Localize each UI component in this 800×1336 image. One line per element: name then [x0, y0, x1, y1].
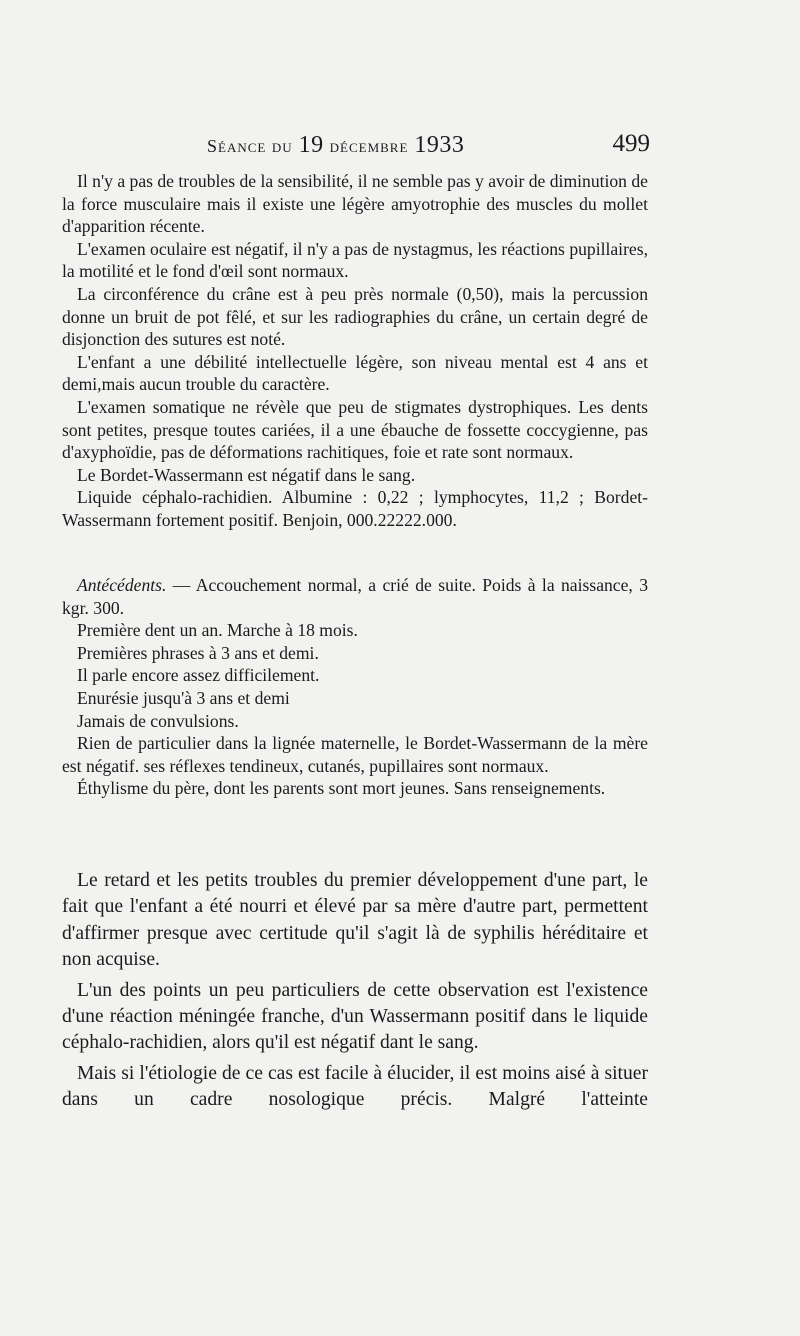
header-title: [207, 132, 464, 159]
discussion-paragraph: Mais si l'étiologie de ce cas est facile à élucider, il est moins aisé à situer dans un cadre nosologique précis. Malgré l'atteinte: [62, 1062, 648, 1111]
antecedents-paragraph: [62, 574, 648, 619]
discussion-paragraph: L'un des points un peu particuliers de cette observation est l'existence d'une réaction méningée franche, d'un Wassermann positif dans le liquide céphalo-rachidien, alors qu'il est négatif dant le sang.: [62, 979, 648, 1054]
observation-paragraph: L'examen somatique ne révèle que peu de stigmates dystrophiques. Les dents sont petites, presque toutes cariées, il a une ébauche de fossette coccygienne, pas d'axyphoïdie, pas de déformations rachitiques, foie et rate sont normaux.: [62, 396, 648, 463]
header-year: 1933: [414, 132, 465, 158]
observation-paragraph: Le Bordet-Wassermann est négatif dans le sang.: [77, 464, 416, 485]
discussion-section: [62, 868, 648, 1114]
antecedents-paragraph: Enurésie jusqu'à 3 ans et demi: [77, 687, 290, 708]
antecedents-paragraph: Il parle encore assez difficilement.: [77, 665, 320, 686]
antecedents-label: Antécédents.: [77, 575, 167, 595]
observation-paragraph: L'examen oculaire est négatif, il n'y a pas de nystagmus, les réactions pupillaires, la motilité et le fond d'œil sont normaux.: [62, 238, 648, 282]
antecedents-paragraph: Rien de particulier dans la lignée maternelle, le Bordet-Wassermann de la mère est négatif. ses réflexes tendineux, cutanés, pupillaires sont normaux.: [62, 733, 648, 776]
page-number: 499: [612, 130, 650, 157]
observation-paragraph: L'enfant a une débilité intellectuelle légère, son niveau mental est 4 ans et demi,mais aucun trouble du caractère.: [62, 351, 648, 395]
antecedents-text: — Accouchement normal, a crié de suite. Poids à la naissance, 3 kgr. 300.: [62, 575, 648, 618]
observation-paragraph: La circonférence du crâne est à peu près normale (0,50), mais la percussion donne un bruit de pot fêlé, et sur les radiographies du crâne, un certain degré de disjonction des sutures est noté.: [62, 283, 648, 350]
antecedents-paragraph: Premières phrases à 3 ans et demi.: [77, 642, 319, 663]
header-seance: Séance du: [207, 136, 293, 156]
discussion-paragraph: Le retard et les petits troubles du premier développement d'une part, le fait que l'enfant a été nourri et élevé par sa mère d'autre part, permettent d'affirmer presque avec certitude qu'il s'agit là de syphilis héréditaire et non acquise.: [62, 870, 648, 971]
antecedents-paragraph: Éthylisme du père, dont les parents sont mort jeunes. Sans renseignements.: [77, 778, 606, 799]
header-day: 19: [298, 132, 324, 158]
observation-section: [62, 170, 648, 532]
antecedents-paragraph: Première dent un an. Marche à 18 mois.: [77, 620, 358, 641]
antecedents-section: [62, 574, 648, 800]
header-month: décembre: [329, 136, 409, 156]
running-header: [62, 124, 650, 164]
observation-paragraph: Liquide céphalo-rachidien. Albumine : 0,22 ; lymphocytes, 11,2 ; Bordet-Wassermann fortement positif. Benjoin, 000.22222.000.: [62, 487, 648, 530]
observation-paragraph: Il n'y a pas de troubles de la sensibilité, il ne semble pas y avoir de diminution de la force musculaire mais il existe une légère amyotrophie des muscles du mollet d'apparition récente.: [62, 171, 648, 237]
antecedents-paragraph: Jamais de convulsions.: [77, 710, 239, 731]
